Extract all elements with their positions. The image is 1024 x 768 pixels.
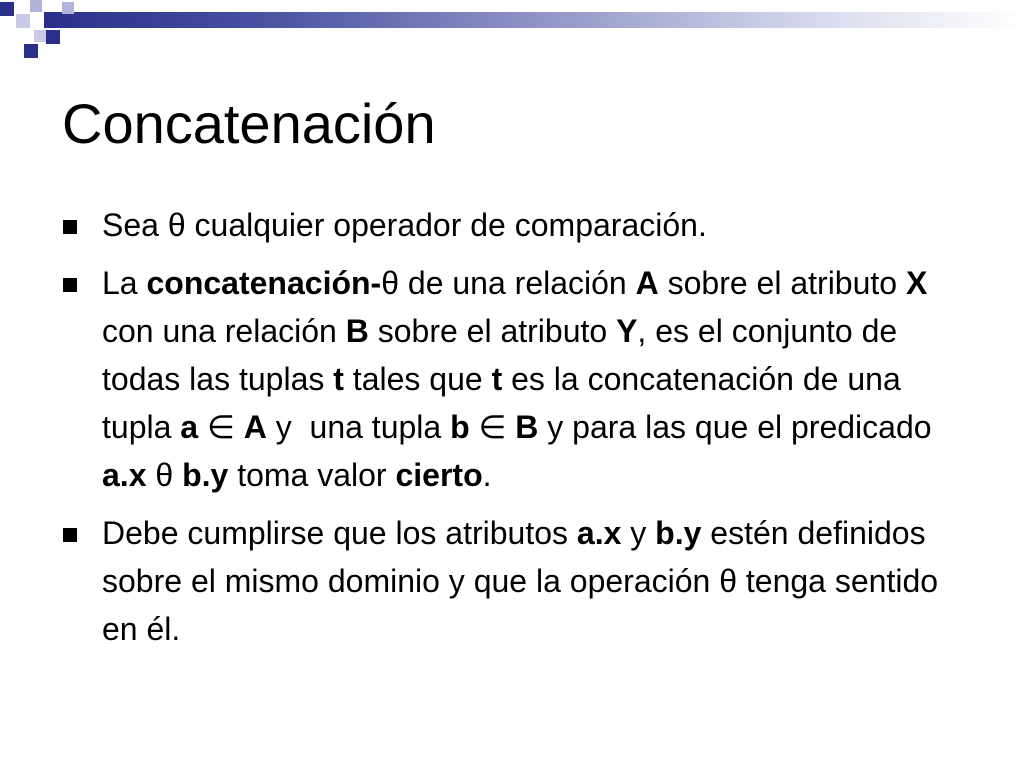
bullet-text: sobre el atributo — [368, 313, 617, 349]
square-bullet-icon — [63, 528, 77, 542]
bullet-text: toma valor — [228, 457, 396, 493]
bullet-text: ∈ — [469, 409, 516, 445]
bullet-list — [63, 201, 973, 663]
bullet-item — [63, 509, 973, 653]
bullet-text-bold: cierto — [395, 457, 483, 493]
bullet-text: tales que — [343, 361, 492, 397]
bullet-text-bold: A — [635, 265, 659, 301]
square-bullet-icon — [63, 278, 77, 292]
bullet-text-bold: b.y — [655, 515, 702, 551]
bullet-text: . — [482, 457, 492, 493]
bullet-text-bold: b.y — [182, 457, 229, 493]
bullet-text-bold: A — [243, 409, 267, 445]
decor-square — [62, 2, 74, 14]
bullet-text: y una tupla — [266, 409, 451, 445]
bullet-text: sobre el atributo — [658, 265, 906, 301]
bullet-text: θ de una relación — [381, 265, 636, 301]
bullet-text: y para las que el predicado — [538, 409, 941, 445]
decor-square — [34, 30, 46, 42]
bullet-text-bold: X — [905, 265, 928, 301]
bullet-item — [63, 259, 973, 499]
bullet-text: con una relación — [102, 265, 937, 349]
bullet-text: ∈ — [198, 409, 244, 445]
bullet-text: Debe cumplirse que los atributos — [102, 515, 577, 551]
square-bullet-icon — [63, 220, 77, 234]
bullet-text-bold: t — [333, 361, 344, 397]
bullet-text-bold: concatenación- — [146, 265, 382, 301]
bullet-text-bold: a — [180, 409, 199, 445]
bullet-text: La — [102, 265, 147, 301]
bullet-text-bold: a.x — [102, 457, 147, 493]
bullet-text-bold: a.x — [576, 515, 622, 551]
header-gradient-bar — [44, 12, 1024, 28]
bullet-text-bold: B — [345, 313, 369, 349]
bullet-text: estén definidos sobre el mismo dominio y que la operación θ tenga sentido en él. — [102, 515, 947, 647]
decor-square — [16, 14, 30, 28]
bullet-text: , es el conjunto de todas las tuplas — [102, 313, 907, 397]
bullet-item — [63, 201, 973, 249]
bullet-text-bold: B — [515, 409, 539, 445]
decor-square — [0, 2, 14, 16]
decor-square — [46, 30, 60, 44]
bullet-text: θ — [146, 457, 183, 493]
bullet-text-bold: b — [450, 409, 470, 445]
decor-square — [24, 44, 38, 58]
decor-square — [30, 0, 42, 12]
bullet-text-bold: t — [491, 361, 503, 397]
slide-title: Concatenación — [62, 92, 436, 155]
bullet-text: Sea θ cualquier operador de comparación. — [102, 207, 707, 243]
bullet-text: es la concatenación de una tupla — [102, 361, 910, 445]
bullet-text: y — [621, 515, 656, 551]
bullet-text-bold: Y — [616, 313, 638, 349]
header-decoration — [0, 0, 1024, 70]
